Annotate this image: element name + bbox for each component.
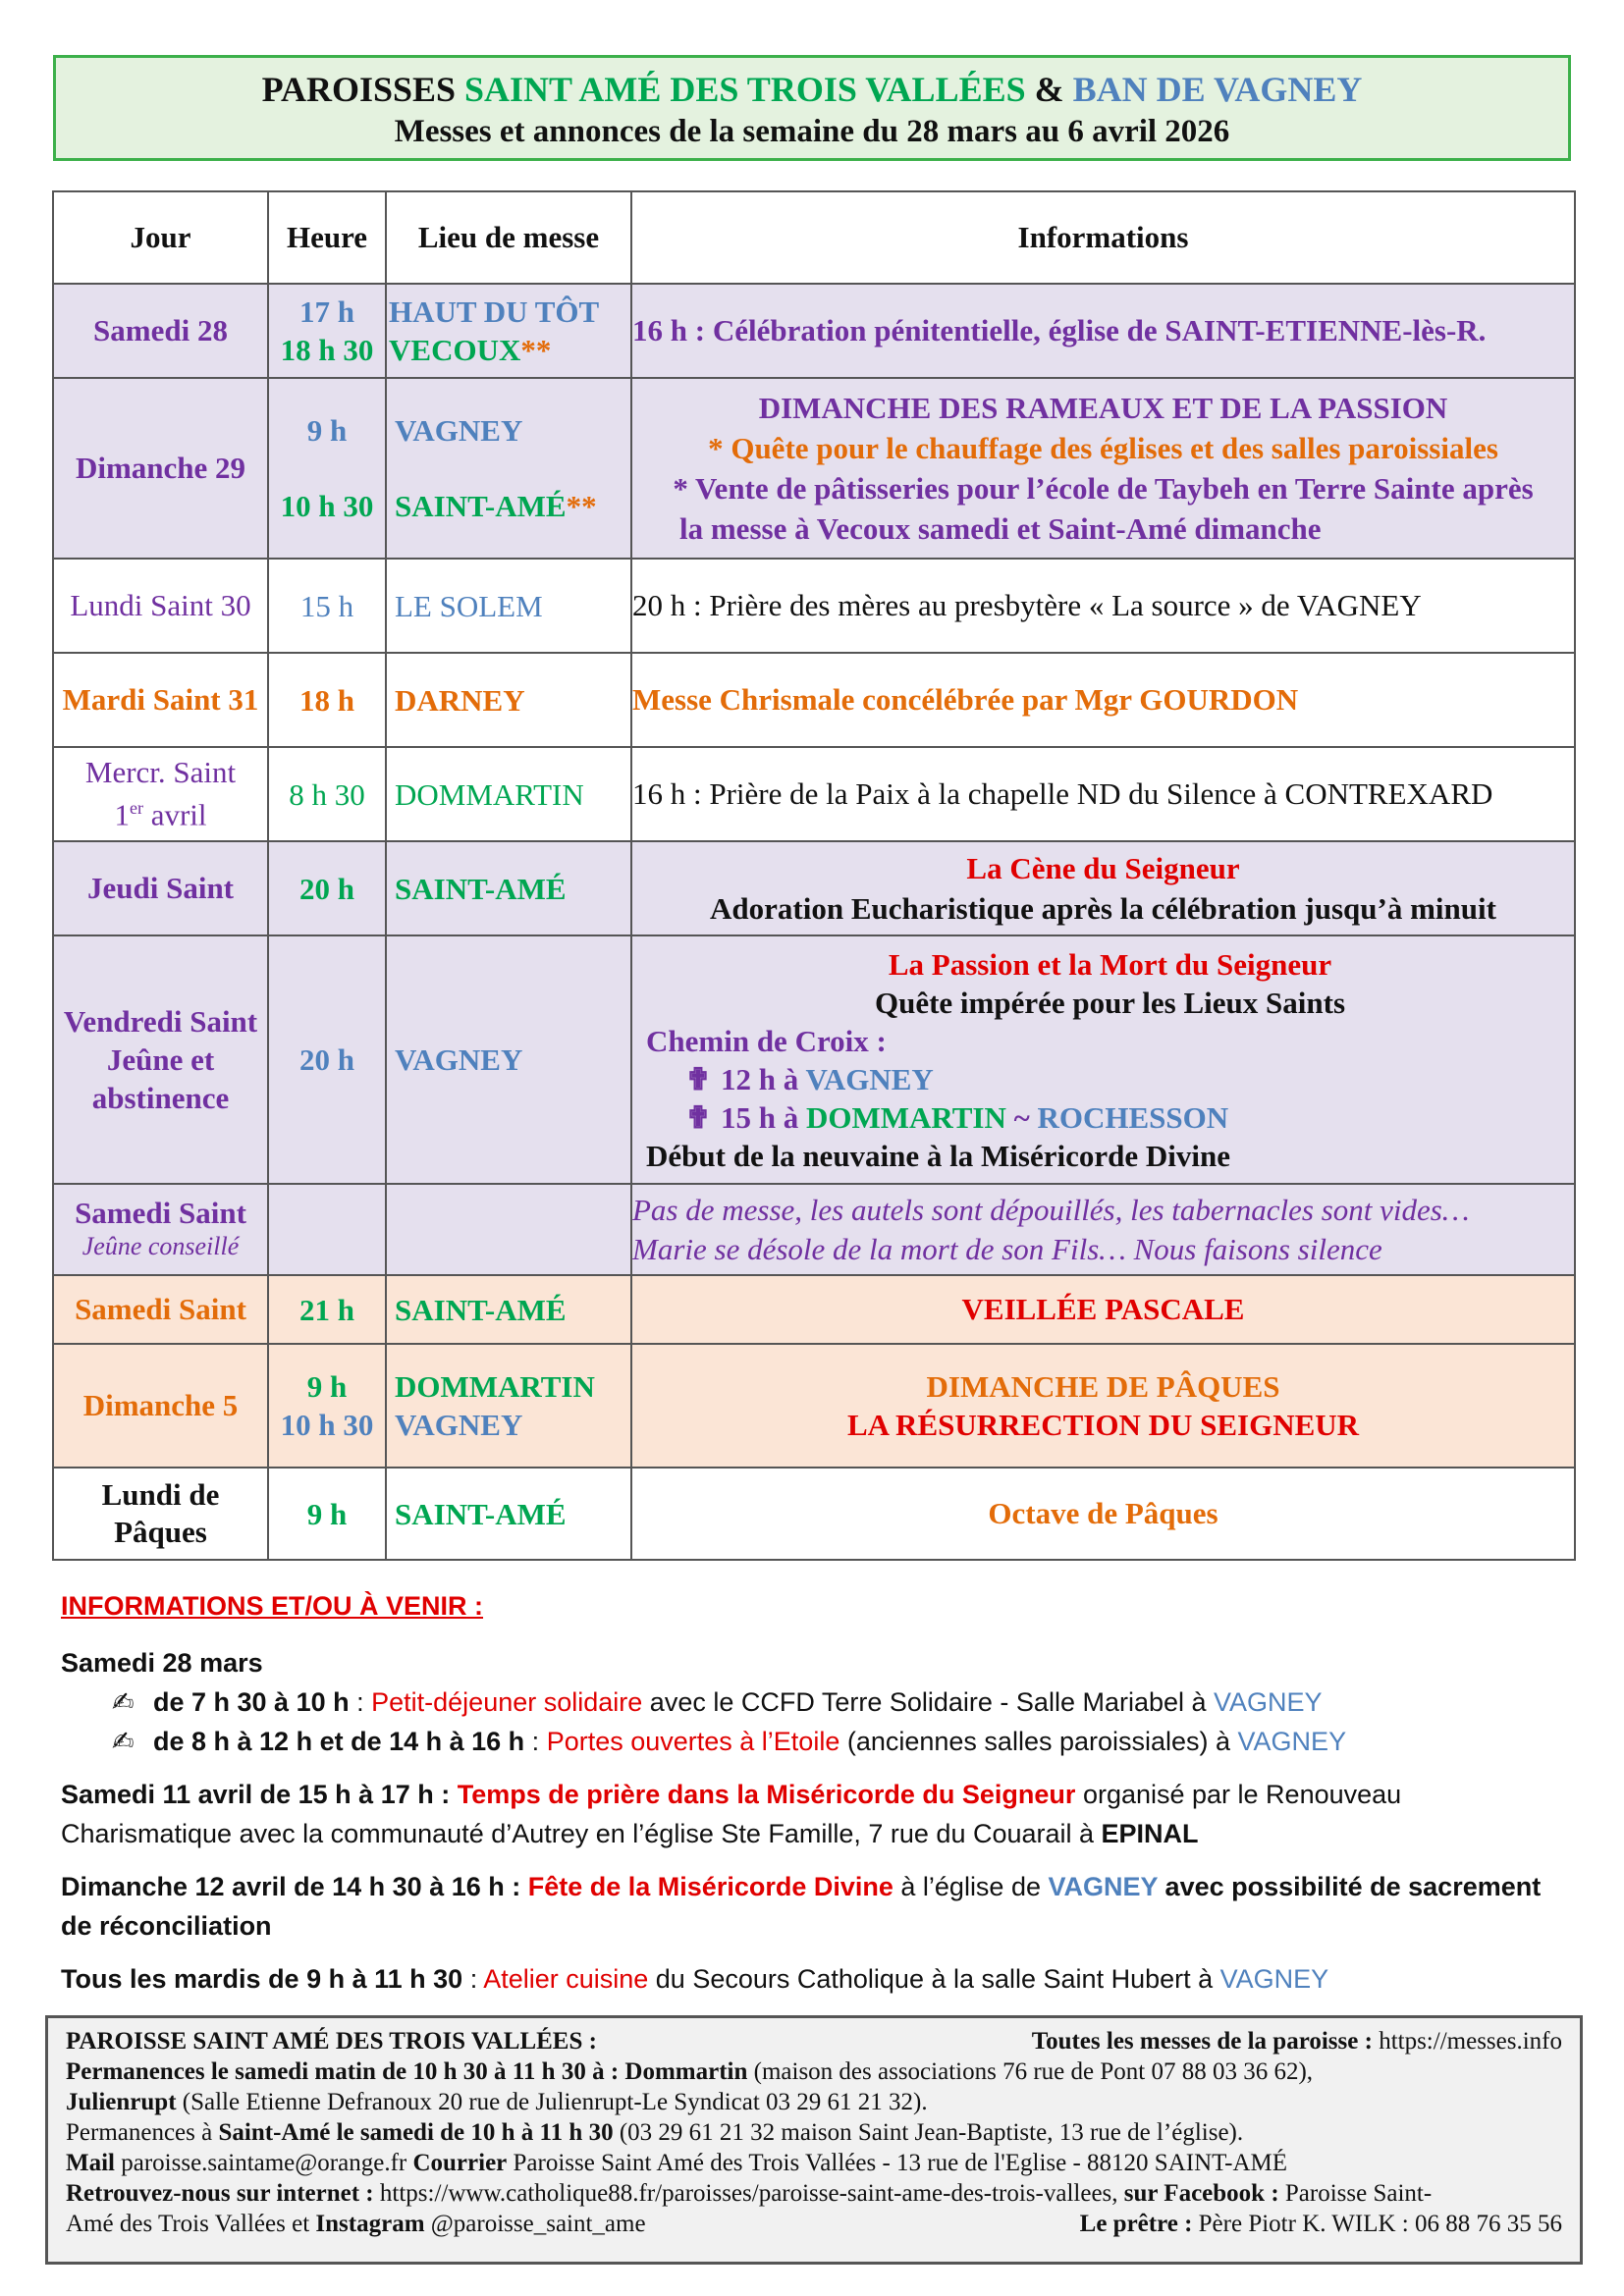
- parish-contact-box: [45, 2015, 1583, 2265]
- header-parish-2: BAN DE VAGNEY: [1072, 70, 1363, 109]
- place-cell: DOMMARTIN: [386, 747, 631, 841]
- footer-text: Paroisse Saint-: [1278, 2180, 1433, 2207]
- info-line: La Passion et la Mort du Seigneur: [888, 946, 1332, 982]
- footer-line: [66, 2056, 1562, 2087]
- cross-icon: ✟: [685, 1099, 711, 1135]
- event-name: Fête de la Miséricorde Divine: [527, 1872, 893, 1901]
- day-cell: Lundi Saint 30: [53, 559, 268, 653]
- header-subtitle: Messes et annonces de la semaine du 28 mars au 6 avril 2026: [394, 114, 1230, 149]
- footer-label: Julienrupt: [66, 2089, 177, 2115]
- table-row: [53, 378, 1575, 559]
- separator: :: [349, 1687, 372, 1717]
- place-cell: SAINT-AMÉ: [386, 1275, 631, 1344]
- info-text: ~: [1005, 1099, 1038, 1135]
- mass-schedule-table: [52, 190, 1576, 1561]
- info-line: Quête impérée pour les Lieux Saints: [874, 985, 1346, 1020]
- footer-text: Paroisse Saint Amé des Trois Vallées - 13 rue de l'Eglise - 88120 SAINT-AMÉ: [507, 2150, 1288, 2176]
- event-time: de 8 h à 12 h et de 14 h à 16 h: [153, 1727, 525, 1756]
- info-line: LA RÉSURRECTION DU SEIGNEUR: [846, 1408, 1360, 1442]
- header-title: [56, 68, 1568, 111]
- footer-email[interactable]: paroisse.saintame@orange.fr: [115, 2150, 413, 2176]
- event-name: Petit-déjeuner solidaire: [371, 1687, 643, 1717]
- event-time: de 7 h 30 à 10 h: [153, 1687, 350, 1717]
- announcement-paragraph: [61, 1959, 1563, 1999]
- info-cell: Octave de Pâques: [631, 1468, 1575, 1560]
- place-cell: [386, 1344, 631, 1468]
- table-row: [53, 747, 1575, 841]
- event-details: avec le CCFD Terre Solidaire - Salle Mariabel à: [642, 1687, 1215, 1717]
- event-place: VAGNEY: [1214, 1687, 1323, 1717]
- time-cell: 20 h: [268, 841, 386, 935]
- info-line: La Cène du Seigneur: [966, 851, 1240, 885]
- place-value: VAGNEY: [395, 1408, 523, 1442]
- time-cell: [268, 378, 386, 559]
- day-line: Pâques: [114, 1515, 207, 1549]
- info-cell: VEILLÉE PASCALE: [631, 1275, 1575, 1344]
- info-cell: [631, 935, 1575, 1184]
- day-line: Vendredi Saint: [63, 1004, 258, 1039]
- footer-line: [66, 2026, 1562, 2056]
- footer-url[interactable]: https://www.catholique88.fr/paroisses/paroisse-saint-ame-des-trois-vallees,: [373, 2180, 1124, 2207]
- day-cell: Jeudi Saint: [53, 841, 268, 935]
- day-cell: [53, 935, 268, 1184]
- footer-label: Saint-Amé le samedi de 10 h à 11 h 30: [218, 2119, 614, 2146]
- info-cell: [631, 378, 1575, 559]
- footer-text: @paroisse_saint_ame: [424, 2211, 646, 2237]
- place-value: VAGNEY: [395, 413, 523, 448]
- header-ampersand: &: [1025, 70, 1073, 109]
- place-cell: [386, 1184, 631, 1275]
- day-line: Jeûne conseillé: [81, 1231, 240, 1260]
- footer-line: [66, 2087, 1562, 2117]
- footer-line: [66, 2178, 1562, 2209]
- day-cell: [53, 747, 268, 841]
- place-cell: SAINT-AMÉ: [386, 841, 631, 935]
- info-cell: [631, 1184, 1575, 1275]
- time-value: 9 h: [306, 1369, 348, 1404]
- table-row: [53, 1468, 1575, 1560]
- footer-text: (maison des associations 76 rue de Pont 07 88 03 36 62),: [747, 2058, 1314, 2085]
- time-value: 10 h 30: [280, 489, 374, 523]
- bulletin-header: [53, 55, 1571, 161]
- announcements-title-colon: :: [466, 1591, 484, 1621]
- place-cell: [386, 378, 631, 559]
- place-value: SAINT-AMÉ: [395, 489, 567, 523]
- day-cell: Dimanche 5: [53, 1344, 268, 1468]
- day-line: Jeûne et: [106, 1042, 215, 1077]
- footer-social: [66, 2209, 646, 2239]
- ordinal-suffix: er: [129, 798, 143, 819]
- table-row: [53, 284, 1575, 378]
- place-value: DOMMARTIN: [395, 1369, 595, 1404]
- footer-label: Instagram: [315, 2211, 425, 2237]
- footer-url[interactable]: https://messes.info: [1372, 2028, 1562, 2055]
- footer-line: [66, 2148, 1562, 2178]
- time-cell: 21 h: [268, 1275, 386, 1344]
- info-cell: 16 h : Prière de la Paix à la chapelle ND du Silence à CONTREXARD: [631, 747, 1575, 841]
- table-row: [53, 559, 1575, 653]
- info-line: Pas de messe, les autels sont dépouillés, les tabernacles sont vides…: [632, 1192, 1470, 1227]
- asterisk-marker: **: [520, 333, 552, 367]
- event-details: (anciennes salles paroissiales) à: [839, 1727, 1238, 1756]
- footer-line: [66, 2117, 1562, 2148]
- info-line: Adoration Eucharistique après la célébration jusqu’à minuit: [710, 891, 1496, 926]
- announcement-paragraph: [61, 1775, 1563, 1853]
- info-line: la messe à Vecoux samedi et Saint-Amé dimanche: [679, 511, 1322, 546]
- footer-label: Retrouvez-nous sur internet :: [66, 2180, 374, 2207]
- time-cell: [268, 284, 386, 378]
- day-line: Samedi Saint: [75, 1195, 246, 1230]
- event-details: à l’église de: [893, 1872, 1049, 1901]
- place-name: DOMMARTIN: [806, 1099, 1006, 1135]
- list-item: [61, 1682, 1563, 1722]
- footer-label: Mail: [66, 2150, 115, 2176]
- time-cell: 20 h: [268, 935, 386, 1184]
- day-cell: Samedi Saint: [53, 1275, 268, 1344]
- time-cell: [268, 1344, 386, 1468]
- event-details: du Secours Catholique à la salle Saint Hubert à: [648, 1964, 1220, 1994]
- info-line: [646, 1060, 1574, 1098]
- table-row: [53, 653, 1575, 747]
- header-parish-1: SAINT AMÉ DES TROIS VALLÉES: [464, 70, 1026, 109]
- announcement-heading: Samedi 28 mars: [61, 1648, 263, 1678]
- event-name: Portes ouvertes à l’Etoile: [546, 1727, 840, 1756]
- asterisk-marker: **: [566, 489, 597, 523]
- writing-hand-icon: ✍: [112, 1687, 135, 1717]
- info-line: DIMANCHE DES RAMEAUX ET DE LA PASSION: [758, 391, 1448, 425]
- event-time: Tous les mardis de 9 h à 11 h 30: [61, 1964, 463, 1994]
- footer-priest: [1080, 2209, 1562, 2239]
- place-cell: LE SOLEM: [386, 559, 631, 653]
- info-cell: [631, 841, 1575, 935]
- info-line: * Quête pour le chauffage des églises et des salles paroissiales: [708, 431, 1498, 465]
- announcements-title-text: INFORMATIONS ET/OU À VENIR: [61, 1591, 467, 1621]
- event-name: Temps de prière dans la Miséricorde du Seigneur: [457, 1780, 1076, 1809]
- separator: :: [462, 1964, 484, 1994]
- time-value: 9 h: [306, 413, 348, 448]
- info-cell: [631, 1344, 1575, 1468]
- day-line: avril: [142, 797, 207, 832]
- footer-label: Permanences le samedi matin de 10 h 30 à 11 h 30 à : Dommartin: [66, 2058, 748, 2085]
- table-row: [53, 935, 1575, 1184]
- day-cell: Mardi Saint 31: [53, 653, 268, 747]
- event-place: VAGNEY: [1219, 1964, 1329, 1994]
- footer-messes-link: [1032, 2026, 1562, 2056]
- place-cell: SAINT-AMÉ: [386, 1468, 631, 1560]
- day-line: Lundi de: [101, 1477, 220, 1512]
- announcement-paragraph: [61, 1867, 1563, 1946]
- place-cell: DARNEY: [386, 653, 631, 747]
- event-place: VAGNEY: [1237, 1727, 1347, 1756]
- time-value: 10 h 30: [280, 1408, 374, 1442]
- info-text: 12 h à: [721, 1061, 806, 1096]
- day-cell: [53, 1184, 268, 1275]
- time-cell: 9 h: [268, 1468, 386, 1560]
- footer-text: (Salle Etienne Defranoux 20 rue de Julienrupt-Le Syndicat 03 29 61 21 32).: [176, 2089, 928, 2115]
- column-header-jour: Jour: [53, 191, 268, 284]
- writing-hand-icon: ✍: [112, 1727, 135, 1756]
- time-value: 17 h: [299, 294, 354, 329]
- table-row: [53, 1344, 1575, 1468]
- separator: :: [524, 1727, 547, 1756]
- time-value: 18 h 30: [280, 333, 374, 367]
- event-time: Dimanche 12 avril de 14 h 30 à 16 h :: [61, 1872, 521, 1901]
- place-name: ROCHESSON: [1037, 1099, 1229, 1135]
- day-line: abstinence: [91, 1081, 230, 1115]
- footer-text: Père Piotr K. WILK : 06 88 76 35 56: [1192, 2211, 1562, 2237]
- footer-text: Amé des Trois Vallées et: [66, 2211, 316, 2237]
- time-cell: 15 h: [268, 559, 386, 653]
- table-row: [53, 841, 1575, 935]
- time-cell: 18 h: [268, 653, 386, 747]
- info-cell: 20 h : Prière des mères au presbytère « La source » de VAGNEY: [631, 559, 1575, 653]
- day-cell: Dimanche 29: [53, 378, 268, 559]
- day-cell: Samedi 28: [53, 284, 268, 378]
- info-line: Chemin de Croix :: [646, 1023, 887, 1058]
- column-header-heure: Heure: [268, 191, 386, 284]
- day-line: Mercr. Saint: [84, 755, 237, 790]
- event-place: VAGNEY: [1048, 1872, 1159, 1901]
- footer-label: Courrier: [412, 2150, 508, 2176]
- place-cell: [386, 284, 631, 378]
- footer-label: sur Facebook :: [1123, 2180, 1279, 2207]
- column-header-info: Informations: [631, 191, 1575, 284]
- table-header-row: [53, 191, 1575, 284]
- info-line: DIMANCHE DE PÂQUES: [926, 1369, 1280, 1404]
- place-value: VECOUX: [389, 333, 521, 367]
- footer-text: Permanences à: [66, 2119, 219, 2146]
- place-name: VAGNEY: [805, 1061, 934, 1096]
- announcements-section: [61, 1586, 1563, 1999]
- event-details: organisé par le Renouveau Charismatique avec la communauté d’Autrey en l’église Ste Famille, 7 rue du Couarail à: [61, 1780, 1402, 1848]
- announcements-title: [61, 1586, 1563, 1626]
- info-text: 15 h à: [721, 1099, 806, 1135]
- table-row: [53, 1184, 1575, 1275]
- place-cell: VAGNEY: [386, 935, 631, 1184]
- footer-label: Le prêtre :: [1079, 2211, 1193, 2237]
- footer-text: (03 29 61 21 32 maison Saint Jean-Baptiste, 13 rue de l’église).: [613, 2119, 1244, 2146]
- event-time: Samedi 11 avril de 15 h à 17 h :: [61, 1780, 451, 1809]
- day-cell: [53, 1468, 268, 1560]
- event-place: EPINAL: [1101, 1819, 1199, 1848]
- footer-line: [66, 2209, 1562, 2239]
- info-line: Marie se désole de la mort de son Fils… Nous faisons silence: [632, 1231, 1382, 1266]
- time-cell: [268, 1184, 386, 1275]
- cross-icon: ✟: [685, 1061, 711, 1096]
- info-cell: Messe Chrismale concélébrée par Mgr GOURDON: [631, 653, 1575, 747]
- footer-parish-name: PAROISSE SAINT AMÉ DES TROIS VALLÉES :: [66, 2028, 597, 2055]
- table-row: [53, 1275, 1575, 1344]
- column-header-lieu: Lieu de messe: [386, 191, 631, 284]
- event-details: avec possibilité de sacrement de réconciliation: [61, 1872, 1542, 1941]
- header-title-part1: PAROISSES: [261, 70, 465, 109]
- footer-label: Toutes les messes de la paroisse :: [1031, 2028, 1373, 2055]
- place-value: HAUT DU TÔT: [389, 294, 600, 329]
- info-line: Début de la neuvaine à la Miséricorde Divine: [646, 1138, 1230, 1173]
- info-line: [646, 1098, 1574, 1137]
- time-cell: 8 h 30: [268, 747, 386, 841]
- info-cell: 16 h : Célébration pénitentielle, église de SAINT-ETIENNE-lès-R.: [631, 284, 1575, 378]
- list-item: [61, 1722, 1563, 1761]
- event-name: Atelier cuisine: [483, 1964, 649, 1994]
- day-line: 1: [114, 797, 130, 832]
- info-line: * Vente de pâtisseries pour l’école de Taybeh en Terre Sainte après: [673, 471, 1534, 506]
